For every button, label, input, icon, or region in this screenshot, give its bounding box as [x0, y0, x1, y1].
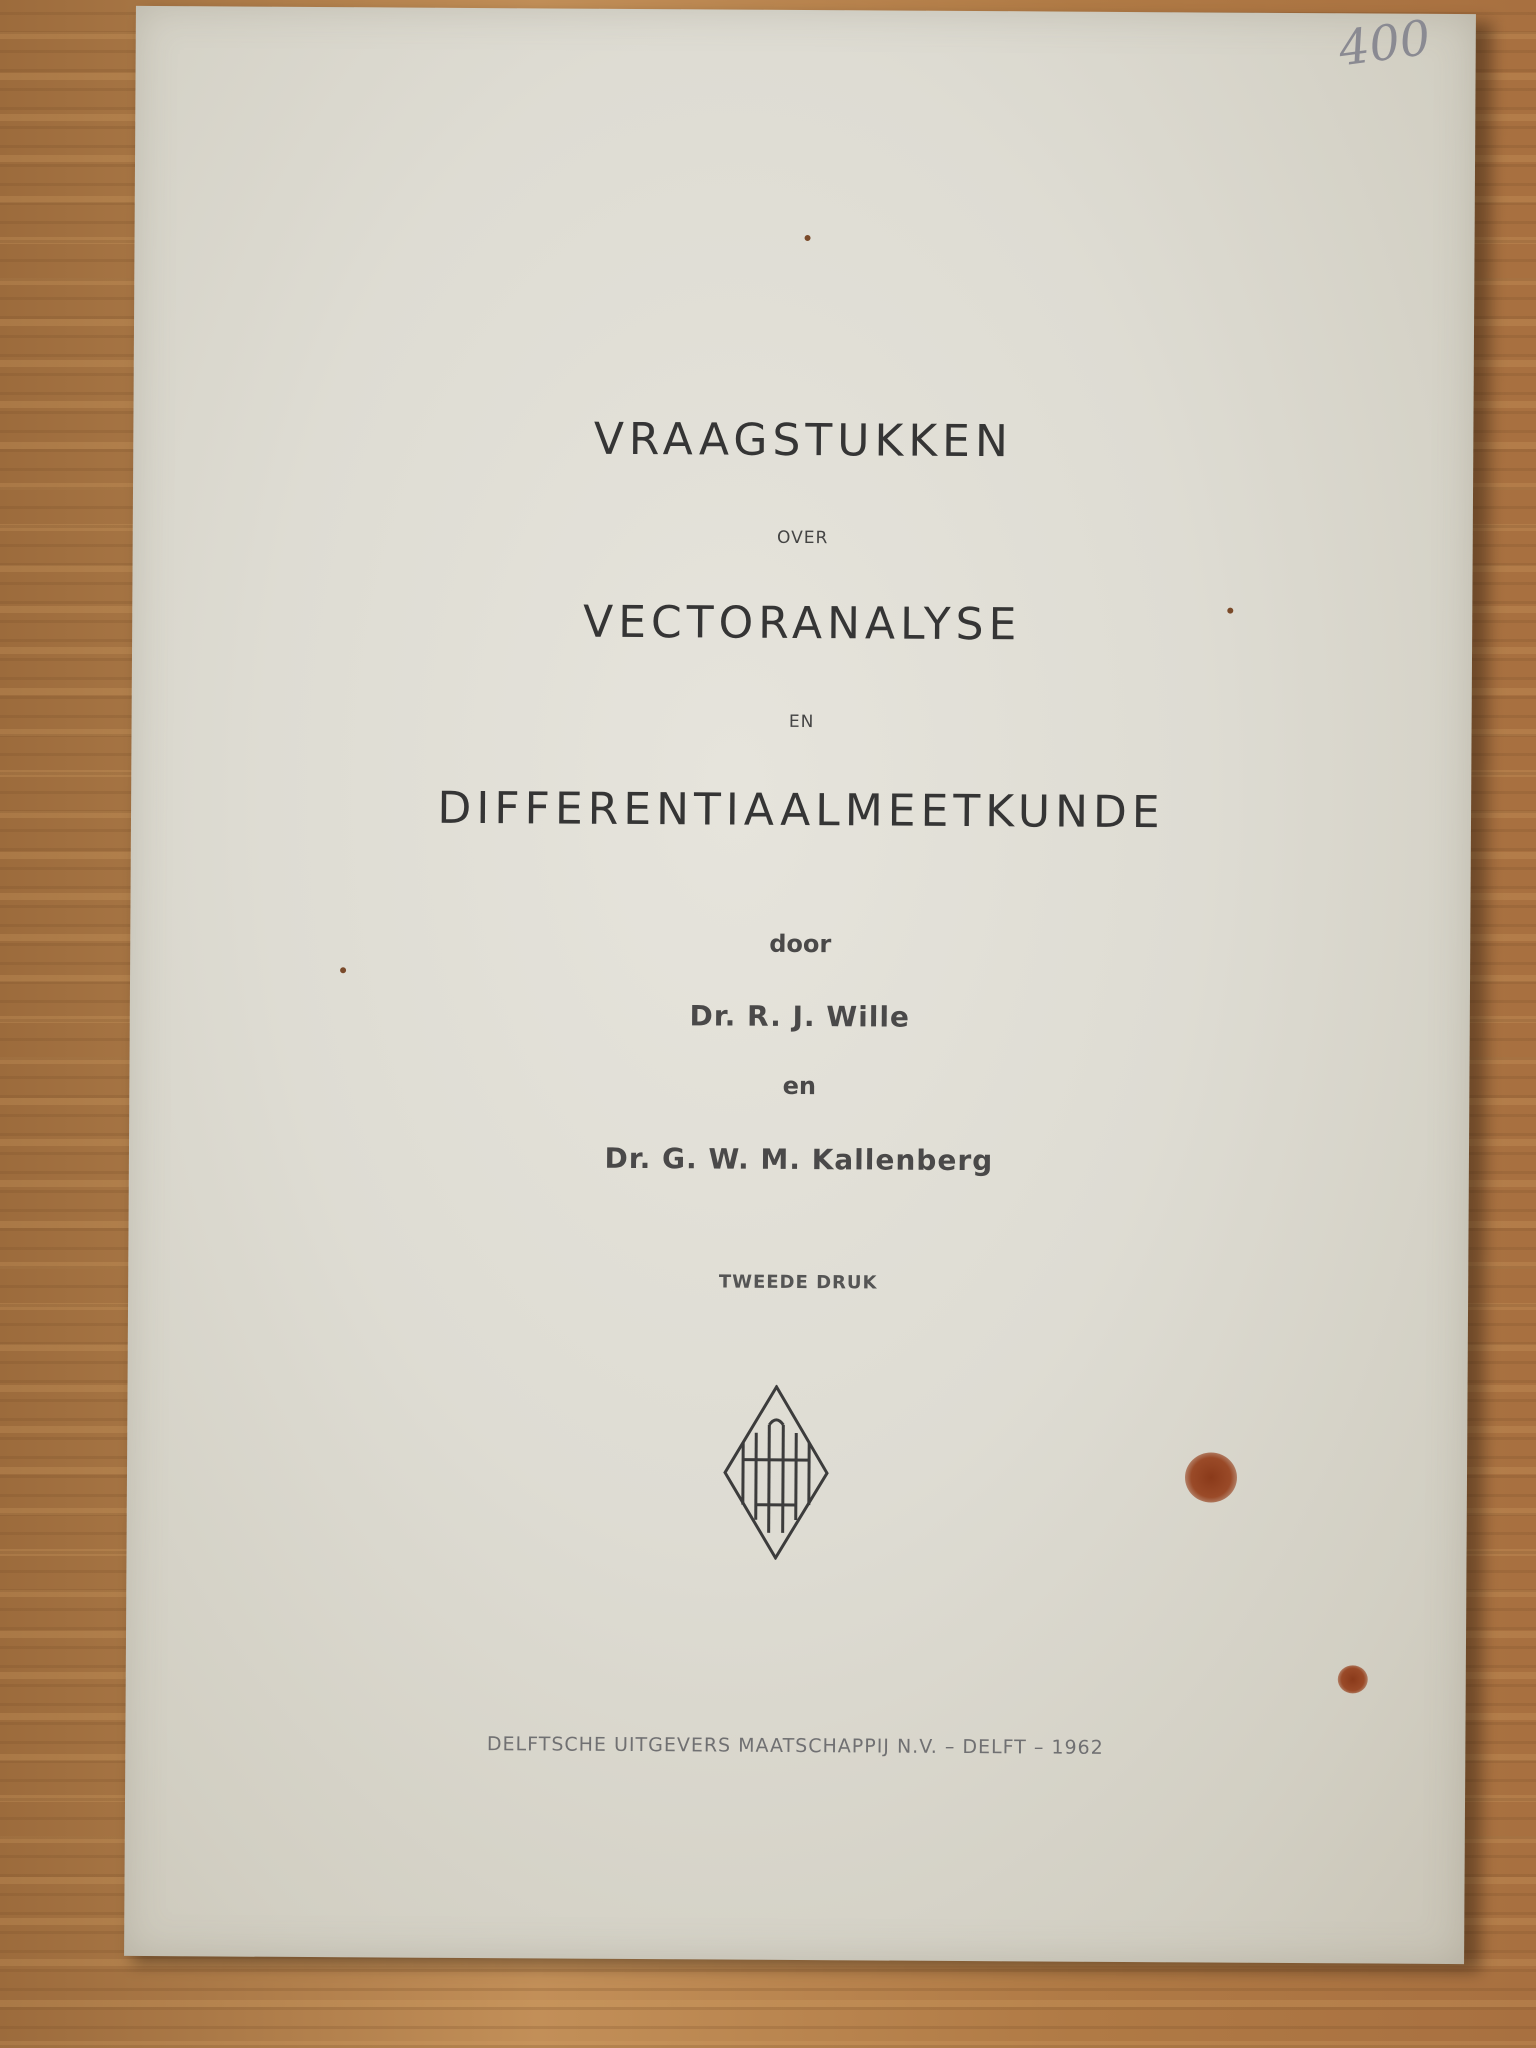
- brown-stain-large: [1185, 1452, 1237, 1502]
- pencil-price-note: 400: [1335, 9, 1435, 78]
- publisher-diamond-monogram-icon: [720, 1385, 831, 1565]
- publisher-line: DELFTSCHE UITGEVERS MAATSCHAPPIJ N.V. – DELFT – 1962: [486, 1733, 1104, 1759]
- title-line-2: VECTORANALYSE: [582, 596, 1022, 651]
- title-joiner-over: OVER: [777, 527, 829, 549]
- author-1: Dr. R. J. Wille: [689, 999, 911, 1034]
- paper-speck: [805, 235, 811, 241]
- brown-stain-small: [1338, 1665, 1368, 1693]
- title-line-3: DIFFERENTIAALMEETKUNDE: [437, 782, 1165, 839]
- title-joiner-en: EN: [788, 711, 815, 733]
- paper-speck: [340, 967, 346, 973]
- book-cover: [124, 6, 1476, 1964]
- author-2: Dr. G. W. M. Kallenberg: [604, 1141, 994, 1178]
- edition-label: TWEEDE DRUK: [718, 1271, 878, 1294]
- by-label: door: [769, 929, 832, 959]
- and-label: en: [782, 1071, 817, 1101]
- cover-content: [124, 6, 1476, 1964]
- title-line-1: VRAAGSTUKKEN: [593, 413, 1014, 468]
- paper-speck: [1227, 608, 1233, 614]
